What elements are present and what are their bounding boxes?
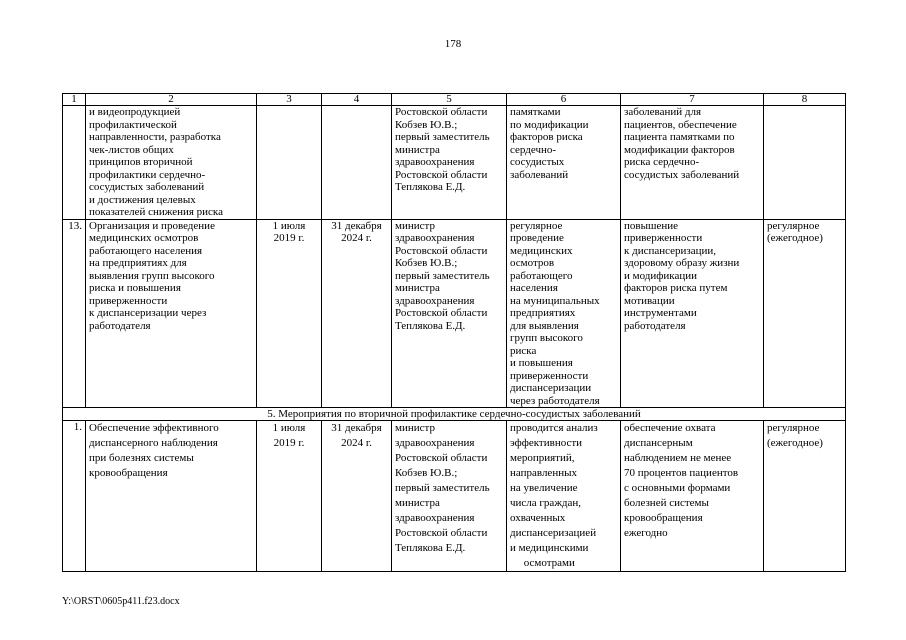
result-line: на увеличение <box>510 482 578 494</box>
responsible-line: Ростовской области <box>395 307 488 319</box>
measure-title-cell <box>86 219 257 408</box>
start-date-line: 1 июля <box>272 422 306 434</box>
measure-title-line: работодателя <box>89 319 151 332</box>
section-heading-row <box>63 408 846 421</box>
measure-title-line: профилактической <box>89 118 177 131</box>
indicator-line: наблюдением не менее <box>624 452 732 464</box>
measure-title-line: к диспансеризации через <box>89 307 207 319</box>
measure-title-line: риска и повышения <box>89 282 181 294</box>
table-row <box>63 421 846 572</box>
responsible-line: Теплякова Е.Д. <box>395 542 466 554</box>
periodicity-line: регулярное <box>767 422 820 434</box>
indicator-line: диспансерным <box>624 437 693 449</box>
measure-title-line: направленности, разработка <box>89 131 221 143</box>
indicator-line: с основными формами <box>624 482 731 494</box>
measure-title-line: выявления групп высокого <box>89 269 215 282</box>
measure-title-line: принципов вторичной <box>89 156 193 168</box>
row-number: 1. <box>63 421 86 572</box>
result-line: проведение <box>510 232 564 244</box>
result-line: групп высокого <box>510 332 583 344</box>
result-line: через работодателя <box>510 394 600 407</box>
result-line: мероприятий, <box>510 452 575 464</box>
measure-title-line: кровообращения <box>89 467 168 479</box>
measure-title-cell <box>86 106 257 220</box>
indicator-line: инструментами <box>624 307 697 319</box>
result-line: предприятиях <box>510 307 576 319</box>
result-line: направленных <box>510 467 577 479</box>
indicator-line: здоровому образу жизни <box>624 257 740 269</box>
measure-title-line: чек-листов общих <box>89 143 174 156</box>
indicator-line: повышение <box>624 219 678 232</box>
result-line: работающего <box>510 269 573 282</box>
indicator-line: к диспансеризации, <box>624 244 717 257</box>
result-line: осмотров <box>510 257 555 269</box>
responsible-line: Ростовской области <box>395 106 488 118</box>
result-line: памятками <box>510 106 561 118</box>
indicator-line: сосудистых заболеваний <box>624 168 740 181</box>
start-date-line: 2019 г. <box>273 437 305 449</box>
indicator-line: ежегодно <box>624 527 668 539</box>
result-line: заболеваний <box>510 168 569 181</box>
responsible-line: здравоохранения <box>395 294 475 307</box>
start-date-cell <box>257 219 322 408</box>
end-date-cell <box>322 106 392 220</box>
responsible-line: Ростовской области <box>395 244 488 257</box>
section-heading: 5. Мероприятия по вторичной профилактике сердечно-сосудистых заболеваний <box>63 408 846 421</box>
indicator-line: мотивации <box>624 294 675 307</box>
column-number: 4 <box>322 94 392 106</box>
periodicity-cell <box>764 219 846 408</box>
periodicity-cell <box>764 106 846 220</box>
result-line: на муниципальных <box>510 294 600 307</box>
file-path-footer: Y:\ORST\0605p411.f23.docx <box>62 596 180 607</box>
indicator-line: и модификации <box>624 269 697 282</box>
responsible-line: министр <box>395 219 435 232</box>
column-number: 8 <box>764 94 846 106</box>
periodicity-cell <box>764 421 846 572</box>
result-cell <box>507 219 621 408</box>
indicator-line: болезней системы <box>624 497 709 509</box>
result-line: сердечно- <box>510 143 557 156</box>
measure-title-line: и видеопродукцией <box>89 106 181 118</box>
end-date-line: 31 декабря <box>331 422 382 434</box>
responsible-line: министра <box>395 282 440 294</box>
result-line: диспансеризацией <box>510 527 597 539</box>
column-number: 2 <box>86 94 257 106</box>
column-number: 3 <box>257 94 322 106</box>
result-line: сосудистых <box>510 156 565 168</box>
result-line: и медицинскими <box>510 542 589 554</box>
table-row <box>63 219 846 408</box>
result-line: риска <box>510 344 537 357</box>
result-line: осмотрами <box>510 557 575 569</box>
indicator-cell <box>621 421 764 572</box>
indicator-line: модификации факторов <box>624 143 735 156</box>
measure-title-line: Организация и проведение <box>89 219 215 232</box>
start-date-line: 1 июля <box>272 219 306 232</box>
result-line: медицинских <box>510 244 573 257</box>
measure-title-line: медицинских осмотров <box>89 232 199 244</box>
result-cell <box>507 421 621 572</box>
responsible-line: первый заместитель <box>395 482 490 494</box>
measure-title-line: работающего населения <box>89 244 203 257</box>
responsible-line: Ростовской области <box>395 527 488 539</box>
result-line: охваченных <box>510 512 566 524</box>
responsible-line: министра <box>395 497 440 509</box>
indicator-line: работодателя <box>624 319 686 332</box>
result-line: регулярное <box>510 219 563 232</box>
table-row <box>63 106 846 220</box>
measure-title-line: и достижения целевых <box>89 193 196 206</box>
indicator-line: кровообращения <box>624 512 703 524</box>
responsible-line: министра <box>395 143 440 156</box>
indicator-line: факторов риска путем <box>624 282 728 294</box>
result-line: факторов риска <box>510 131 583 143</box>
start-date-cell <box>257 106 322 220</box>
result-line: для выявления <box>510 319 579 332</box>
result-line: числа граждан, <box>510 497 582 509</box>
responsible-cell <box>392 421 507 572</box>
result-line: диспансеризации <box>510 382 592 394</box>
end-date-cell <box>322 219 392 408</box>
indicator-line: риска сердечно- <box>624 156 700 168</box>
responsible-line: Кобзев Ю.В.; <box>395 118 458 131</box>
measure-title-line: на предприятиях для <box>89 257 187 269</box>
periodicity-line: (ежегодное) <box>767 232 823 244</box>
end-date-line: 2024 г. <box>341 437 372 449</box>
measure-title-cell <box>86 421 257 572</box>
responsible-line: Ростовской области <box>395 452 488 464</box>
responsible-line: Теплякова Е.Д. <box>395 181 466 193</box>
start-date-line: 2019 г. <box>273 232 305 244</box>
result-line: и повышения <box>510 357 573 369</box>
column-number-row <box>63 94 846 106</box>
responsible-line: первый заместитель <box>395 131 490 143</box>
responsible-cell <box>392 219 507 408</box>
measure-title-line: профилактики сердечно- <box>89 168 206 181</box>
indicator-line: пациентов, обеспечение <box>624 118 737 131</box>
responsible-line: первый заместитель <box>395 269 490 282</box>
end-date-line: 31 декабря <box>331 219 382 232</box>
measure-title-line: Обеспечение эффективного <box>89 422 219 434</box>
indicator-cell <box>621 219 764 408</box>
measure-title-line: приверженности <box>89 294 168 307</box>
column-number: 6 <box>507 94 621 106</box>
responsible-line: Ростовской области <box>395 168 488 181</box>
row-number: 13. <box>63 219 86 408</box>
page-number: 178 <box>444 38 462 50</box>
indicator-line: обеспечение охвата <box>624 422 716 434</box>
measures-table <box>62 93 846 572</box>
result-cell <box>507 106 621 220</box>
start-date-cell <box>257 421 322 572</box>
result-line: по модификации <box>510 118 589 131</box>
responsible-line: здравоохранения <box>395 232 475 244</box>
measure-title-line: при болезнях системы <box>89 452 194 464</box>
responsible-line: здравоохранения <box>395 512 475 524</box>
indicator-cell <box>621 106 764 220</box>
responsible-cell <box>392 106 507 220</box>
responsible-line: здравоохранения <box>395 156 475 168</box>
indicator-line: приверженности <box>624 232 703 244</box>
result-line: приверженности <box>510 369 589 382</box>
result-line: эффективности <box>510 437 583 449</box>
periodicity-line: (ежегодное) <box>767 437 823 449</box>
result-line: населения <box>510 282 558 294</box>
measure-title-line: сосудистых заболеваний <box>89 181 205 193</box>
row-number <box>63 106 86 220</box>
periodicity-line: регулярное <box>767 219 820 232</box>
column-number: 5 <box>392 94 507 106</box>
column-number: 7 <box>621 94 764 106</box>
responsible-line: министр <box>395 422 435 434</box>
indicator-line: пациента памятками по <box>624 131 735 143</box>
responsible-line: Кобзев Ю.В.; <box>395 257 458 269</box>
measure-title-line: показателей снижения риска <box>89 206 223 218</box>
responsible-line: Кобзев Ю.В.; <box>395 467 458 479</box>
responsible-line: Теплякова Е.Д. <box>395 319 466 332</box>
end-date-line: 2024 г. <box>341 232 372 244</box>
measure-title-line: диспансерного наблюдения <box>89 437 218 449</box>
end-date-cell <box>322 421 392 572</box>
indicator-line: заболеваний для <box>624 106 702 118</box>
result-line: проводится анализ <box>510 422 598 434</box>
indicator-line: 70 процентов пациентов <box>624 467 739 479</box>
responsible-line: здравоохранения <box>395 437 475 449</box>
column-number: 1 <box>63 94 86 106</box>
